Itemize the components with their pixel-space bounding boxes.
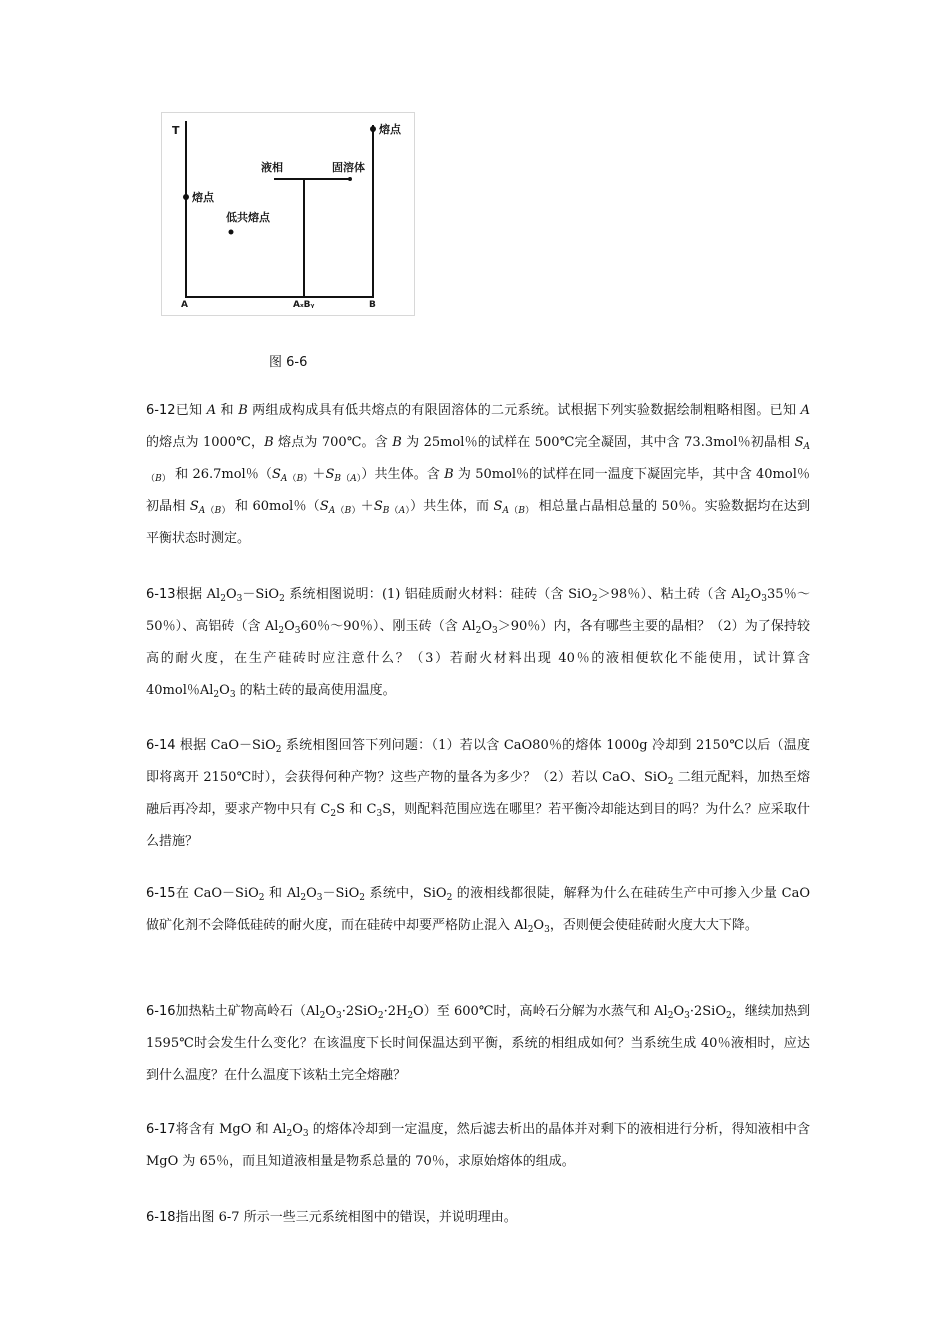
problem-number: 6-13: [146, 587, 176, 602]
problem-number: 6-14: [146, 738, 176, 753]
eutectic-label: 低共熔点: [226, 211, 270, 224]
problem-text: 根据 CaO－SiO$_2$ 系统相图回答下列问题：（1）若以含 CaO80％的熔体 1000g 冷却到 2150℃以后（温度即将离开 2150℃时），会获得何种产物？这些产物的量各为多少？（2）若以 CaO、SiO$_2$ 二组元配料，加热至熔融后再冷却，要求产物中只有 $C_2S$ 和 $C_3S$，则配料范围应选在哪里？若平衡冷却能达到目的吗？为什么？应采取什么措施？: [146, 738, 810, 849]
problem-text: 将含有 MgO 和 $Al_2O_3$ 的熔体冷却到一定温度，然后滤去析出的晶体并对剩下的液相进行分析，得知液相中含 MgO 为 65％，而且知道液相量是物系总量的 70％，求原始熔体的组成。: [146, 1122, 811, 1169]
problem-number: 6-17: [146, 1122, 176, 1137]
problem-number: 6-15: [146, 886, 176, 901]
problem-6-17: [146, 1114, 810, 1178]
eutectic-point: [229, 230, 234, 235]
solid-solution-label: 固溶体: [332, 161, 365, 174]
problem-text: 加热粘土矿物高岭石$(Al_2O_3\cdot 2SiO_2\cdot 2H_2O)$至 600℃时，高岭石分解为水蒸气和 $Al_2O_3\cdot 2SiO_2$，继续加热到 1595℃时会发生什么变化？在该温度下长时间保温达到平衡，系统的相组成如何？当系统生成 40％液相时，应达到什么温度？在什么温度下该粘土完全熔融？: [146, 1004, 811, 1083]
a-melting-point: [183, 194, 189, 200]
melting-point-label-right: 熔点: [379, 123, 401, 136]
b-component-label: B: [369, 300, 376, 310]
problem-6-13: [146, 579, 810, 707]
problem-6-16: [146, 996, 810, 1092]
problem-6-18: [146, 1202, 810, 1234]
figure-caption: 图 6-6: [269, 355, 308, 370]
problem-text: 根据 $Al_2O_3-SiO_2$ 系统相图说明：(1) 铝硅质耐火材料：硅砖（含 SiO$_2$＞98％）、粘土砖（含 $Al_2O_335$％～50％）、高铝砖（含 $Al_2O_360$％～90％）、刚玉砖（含 $Al_2O_3>90$％）内，各有哪些主要的晶相？（2）为了保持较高的耐火度，在生产硅砖时应注意什么？（3）若耐火材料出现 40％的液相便软化不能使用，试计算含 40mol％$Al_2O_3$ 的粘土砖的最高使用温度。: [146, 587, 810, 700]
b-melting-point: [370, 126, 376, 132]
melting-point-label-left: 熔点: [192, 191, 214, 204]
problem-6-15: [146, 878, 810, 942]
compound-label: AₓBᵧ: [293, 300, 315, 310]
problem-number: 6-18: [146, 1210, 176, 1225]
a-component-label: A: [181, 300, 188, 310]
problem-number: 6-16: [146, 1004, 176, 1019]
t-axis-label: T: [172, 124, 180, 137]
solid-solution-point: [348, 177, 352, 181]
problem-text: 在 CaO－SiO$_2$ 和 $Al_2O_3-SiO_2$ 系统中，SiO$_2$ 的液相线都很陡，解释为什么在硅砖生产中可掺入少量 CaO 做矿化剂不会降低硅砖的耐火度，而在硅砖中却要严格防止混入 $Al_2O_3$，否则便会使硅砖耐火度大大下降。: [146, 886, 811, 935]
phase-diagram-drawing: [162, 113, 414, 315]
problem-6-14: [146, 730, 810, 858]
problem-text: 指出图 6-7 所示一些三元系统相图中的错误，并说明理由。: [175, 1210, 517, 1225]
liquid-phase-label: 液相: [261, 161, 283, 174]
problem-6-12: [146, 395, 810, 555]
problem-text: 已知 A 和 B 两组成构成具有低共熔点的有限固溶体的二元系统。试根据下列实验数据绘制粗略相图。已知 A 的熔点为 1000℃，B 熔点为 700℃。含 B 为 25mol％的试样在 500℃完全凝固，其中含 73.3mol％初晶相 $S_{A(B)}$ 和 26.7mol％$(S_{A(B)}+S_{B(A)})$共生体。含 B 为 50mol％的试样在同一温度下凝固完毕，其中含 40mol％初晶相 $S_{A(B)}$ 和 60mol％$(S_{A(B)}+S_{B(A)})$共生体，而 $S_{A(B)}$ 相总量占晶相总量的 50％。实验数据均在达到平衡状态时测定。: [146, 403, 811, 546]
problem-number: 6-12: [146, 403, 176, 418]
phase-diagram-figure: [161, 112, 415, 316]
